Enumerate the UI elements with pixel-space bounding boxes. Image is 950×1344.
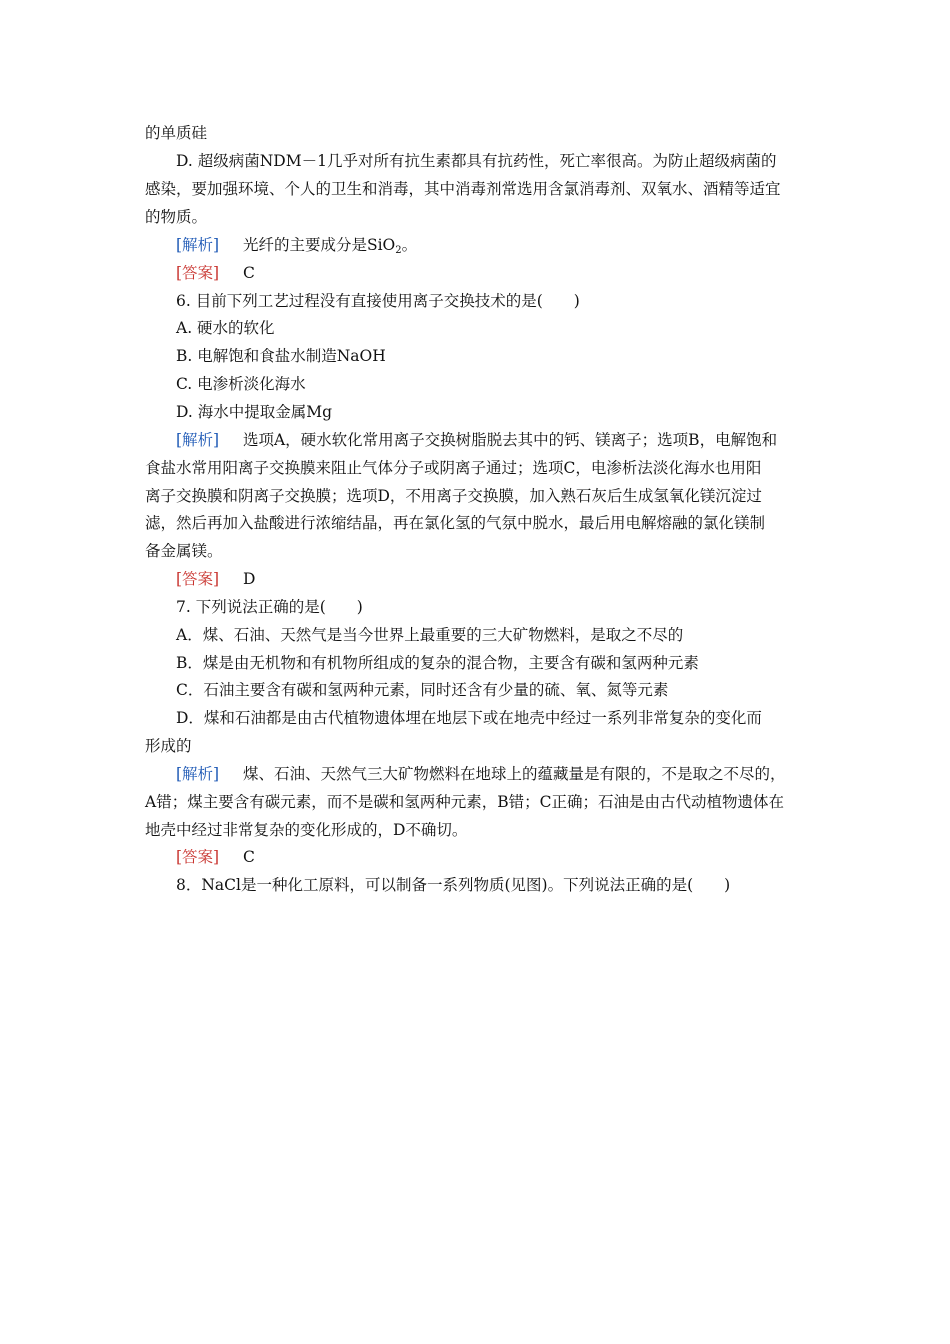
answer-tag: [答案] <box>176 570 220 588</box>
text-line: 离子交换膜和阴离子交换膜；选项D，不用离子交换膜，加入熟石灰后生成氢氧化镁沉淀过 <box>145 487 762 505</box>
analysis-tag: [解析] <box>176 765 220 783</box>
question-8: 8．NaCl是一种化工原料，可以制备一系列物质(见图)。下列说法正确的是( ) <box>176 876 731 894</box>
analysis-text: 选项A，硬水软化常用离子交换树脂脱去其中的钙、镁离子；选项B，电解饱和 <box>242 431 778 449</box>
text-line: 地壳中经过非常复杂的变化形成的，D不确切。 <box>145 821 468 839</box>
option-a: A. 硬水的软化 <box>176 319 275 337</box>
text-line: 的单质硅 <box>145 124 208 142</box>
analysis-tag: [解析] <box>176 236 220 254</box>
analysis-paragraph <box>176 235 810 261</box>
text-line: 滤，然后再加入盐酸进行浓缩结晶，再在氯化氢的气氛中脱水，最后用电解熔融的氯化镁制 <box>145 514 766 532</box>
question-7: 7. 下列说法正确的是( ) <box>176 598 363 616</box>
option-b: B. 电解饱和食盐水制造NaOH <box>176 347 386 365</box>
analysis-text: 光纤的主要成分是SiO <box>242 236 396 254</box>
option-d: D. 超级病菌NDM－1几乎对所有抗生素都具有抗药性，死亡率很高。为防止超级病菌的 <box>176 152 777 170</box>
option-c: C. 电渗析淡化海水 <box>176 375 306 393</box>
answer-line <box>176 263 810 283</box>
answer-tag: [答案] <box>176 848 220 866</box>
option-a: A．煤、石油、天然气是当今世界上最重要的三大矿物燃料，是取之不尽的 <box>176 626 684 644</box>
answer-tag: [答案] <box>176 264 220 282</box>
answer-value: C <box>242 264 255 282</box>
option-d: D. 海水中提取金属Mg <box>176 403 333 421</box>
subscript: 2 <box>395 245 402 256</box>
analysis-text: 煤、石油、天然气三大矿物燃料在地球上的蕴藏量是有限的，不是取之不尽的， <box>242 765 786 783</box>
analysis-paragraph <box>176 430 810 450</box>
answer-line <box>176 569 810 589</box>
answer-value: C <box>242 848 255 866</box>
text-line: 感染，要加强环境、个人的卫生和消毒，其中消毒剂常选用含氯消毒剂、双氧水、酒精等适宜 <box>145 180 781 198</box>
analysis-paragraph <box>176 764 810 784</box>
answer-value: D <box>242 570 256 588</box>
text-line: 备金属镁。 <box>145 542 223 560</box>
option-c: C．石油主要含有碳和氢两种元素，同时还含有少量的硫、氧、氮等元素 <box>176 681 669 699</box>
analysis-tag: [解析] <box>176 431 220 449</box>
answer-line <box>176 847 810 867</box>
option-d: D．煤和石油都是由古代植物遗体埋在地层下或在地壳中经过一系列非常复杂的变化而 <box>176 709 762 727</box>
punctuation: 。 <box>401 236 418 254</box>
text-line: 食盐水常用阳离子交换膜来阻止气体分子或阴离子通过；选项C，电渗析法淡化海水也用阳 <box>145 459 762 477</box>
question-6: 6. 目前下列工艺过程没有直接使用离子交换技术的是( ) <box>176 292 580 310</box>
text-line: 的物质。 <box>145 208 208 226</box>
text-line: A错；煤主要含有碳元素，而不是碳和氢两种元素，B错；C正确；石油是由古代动植物遗体在 <box>145 793 784 811</box>
text-line: 形成的 <box>145 737 192 755</box>
option-b: B．煤是由无机物和有机物所组成的复杂的混合物，主要含有碳和氢两种元素 <box>176 654 699 672</box>
